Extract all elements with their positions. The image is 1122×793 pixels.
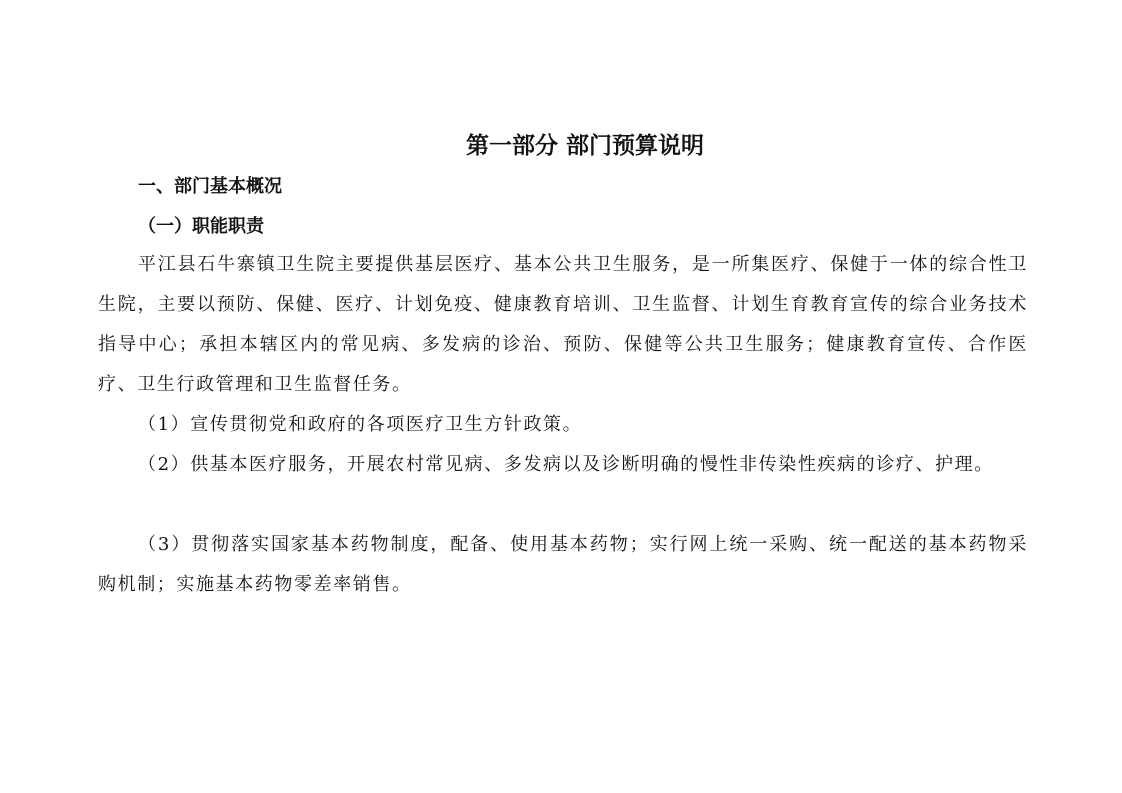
subsection-heading: （一）职能职责 <box>138 216 264 237</box>
paragraph-item-1: （1）宣传贯彻党和政府的各项医疗卫生方针政策。 <box>138 414 583 435</box>
section-heading: 一、部门基本概况 <box>138 176 282 197</box>
paragraph-overview: 平江县石牛寨镇卫生院主要提供基层医疗、基本公共卫生服务，是一所集医疗、保健于一体的综合性卫生院，主要以预防、保健、医疗、计划免疫、健康教育培训、卫生监督、计划生育教育宣传的综合业务技术指导中心；承担本辖区内的常见病、多发病的诊治、预防、保健等公共卫生服务；健康教育宣传、合作医疗、卫生行政管理和卫生监督任务。 <box>98 254 1028 395</box>
paragraph-item-3: （3）贯彻落实国家基本药物制度，配备、使用基本药物；实行网上统一采购、统一配送的基本药物采购机制；实施基本药物零差率销售。 <box>98 534 1028 595</box>
paragraph-item-2: （2）供基本医疗服务，开展农村常见病、多发病以及诊断明确的慢性非传染性疾病的诊疗、护理。 <box>138 454 994 475</box>
page-title: 第一部分 部门预算说明 <box>465 133 704 159</box>
